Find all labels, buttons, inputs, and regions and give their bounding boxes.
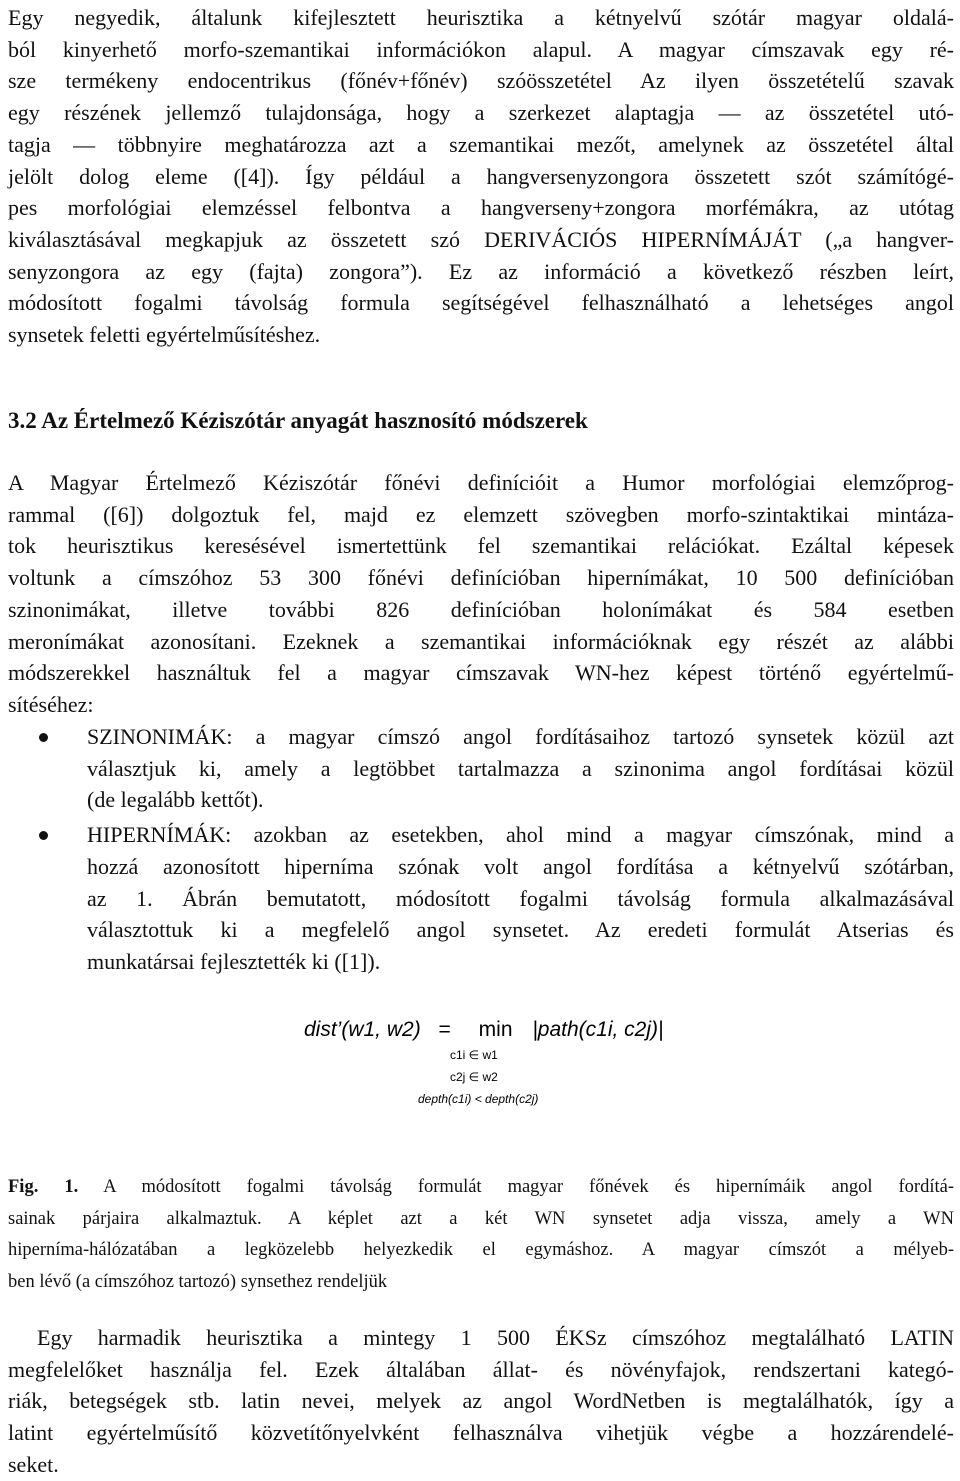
section-heading: 3.2 Az Értelmező Kéziszótár anyagát hasznosító módszerek [8,408,588,433]
text-line: voltunk a címszóhoz 53 300 főnévi definícióban hipernímákat, 10 500 definícióban [8,565,954,591]
text-line: módszerekkel használtuk fel a magyar címszavak WN-hez képest történő egyértelmű- [8,660,954,686]
text-line: egy részének jellemző tulajdonsága, hogy a szerkezet alaptagja — az összetétel utó- [8,100,954,126]
text-line: (de legalább kettőt). [87,787,264,813]
text-line: kiválasztásával megkapjuk az összetett szó DERIVÁCIÓS HIPERNÍMÁJÁT („a hangver- [8,226,954,252]
text-line: hiperníma-hálózatában a legközelebb helyezkedik el egymáshoz. A magyar címszót a mélyeb- [8,1240,954,1260]
formula-rhs: |path(c1i, c2j)| [532,1018,664,1041]
formula-min: min [478,1018,513,1041]
text-line: az 1. Ábrán bemutatott, módosított fogalmi távolság formula alkalmazásával [87,885,954,911]
text-line: pes morfológiai elemzéssel felbontva a hangverseny+zongora morfémákra, az utótag [8,195,954,221]
text-line: Egy harmadik heurisztika a mintegy 1 500 ÉKSz címszóhoz megtalálható LATIN [37,1325,954,1350]
text-line: Egy negyedik, általunk kifejlesztett heurisztika a kétnyelvű szótár magyar oldalá- [8,5,954,30]
paragraph-heuristic-four [8,2,954,351]
text-line: synsetek feletti egyértelműsítéshez. [8,322,321,348]
text-line: szinonimákat, illetve további 826 definícióban holonímákat és 584 esetben [8,596,954,622]
text-line: riák, betegségek stb. latin nevei, melyek az angol WordNetben is megtalálhatók, így a [8,1388,954,1414]
caption-first-line [8,1172,954,1204]
text-line: hozzá azonosított hiperníma szónak volt angol fordítása a kétnyelvű szótárban, [87,853,954,879]
text-line: tok heurisztikus keresésével ismertettünk fel szemantikai relációkat. Ezáltal képesek [8,533,954,559]
formula-condition-1: c1i ∈ w1 [450,1048,498,1062]
figure-caption [8,1172,954,1298]
text-line: sítéséhez: [8,691,94,717]
text-line: sze termékeny endocentrikus (főnév+főnév) szóösszetétel Az ilyen összetételű szavak [8,68,954,94]
text-line: ból kinyerhető morfo-szemantikai információkon alapul. A magyar címszavak egy ré- [8,36,954,62]
text-line: latint egyértelműsítő közvetítőnyelvként felhasználva vihetjük végbe a hozzárendelé- [8,1420,954,1446]
text-line: rammal ([6]) dolgoztuk fel, majd ez elemzett szövegben morfo-szintaktikai mintáza- [8,501,954,527]
text-line: seket. [8,1451,59,1477]
formula-condition-2: c2j ∈ w2 [450,1070,498,1084]
text-line: HIPERNÍMÁK: azokban az esetekben, ahol mind a magyar címszónak, mind a [87,822,954,848]
text-line: ben lévő (a címszóhoz tartozó) synsethez rendeljük [8,1271,388,1292]
text-line: jelölt dolog eleme ([4]). Így például a hangversenyzongora összetett szót számítógé- [8,163,954,189]
text-line: SZINONIMÁK: a magyar címszó angol fordításaihoz tartozó synsetek közül azt [87,724,954,749]
text-line: munkatársai fejlesztették ki ([1]). [87,948,381,974]
bullet-list [8,721,954,978]
text-line: tagja — többnyire meghatározza azt a szemantikai mezőt, amelynek az összetétel által [8,131,954,157]
caption-text: A módosított fogalmi távolság formulát magyar főnévek és hipernímáik angol fordítá- [103,1177,954,1197]
paragraph-ekzs-methods [8,467,954,721]
formula-lhs: dist’(w1, w2) [304,1018,421,1041]
bullet-icon [39,733,48,742]
formula-condition-3: depth(c1i) < depth(c2j) [418,1092,539,1106]
text-line: meronímákat azonosítani. Ezeknek a szemantikai információknak egy részét az alábbi [8,628,954,654]
bullet-item-synonyms [8,721,954,816]
text-line: A Magyar Értelmező Kéziszótár főnévi definícióit a Humor morfológiai elemzőprog- [8,470,954,495]
bullet-item-hypernyms [8,819,954,978]
text-line: megfelelőket használja fel. Ezek általában állat- és növényfajok, rendszertani kategó- [8,1356,954,1382]
text-line: módosított fogalmi távolság formula segítségével felhasználható a lehetséges angol [8,290,954,316]
distance-formula [300,1010,664,1115]
paragraph-heuristic-three [8,1322,954,1481]
formula-equals: = [438,1018,451,1041]
text-line: senyzongora az egy (fajta) zongora”). Ez az információ a következő részben leírt, [8,258,954,284]
caption-label: Fig. 1. [8,1177,79,1197]
bullet-icon [39,831,48,840]
formula-main-line [304,1018,663,1042]
text-line: sainak párjaira alkalmaztuk. A képlet azt a két WN synsetet adja vissza, amely a WN [8,1208,954,1229]
text-line: választjuk ki, amely a legtöbbet tartalmazza a szinonima angol fordításai közül [87,755,954,781]
text-line: választottuk ki a megfelelő angol synsetet. Az eredeti formulát Atserias és [87,917,954,943]
